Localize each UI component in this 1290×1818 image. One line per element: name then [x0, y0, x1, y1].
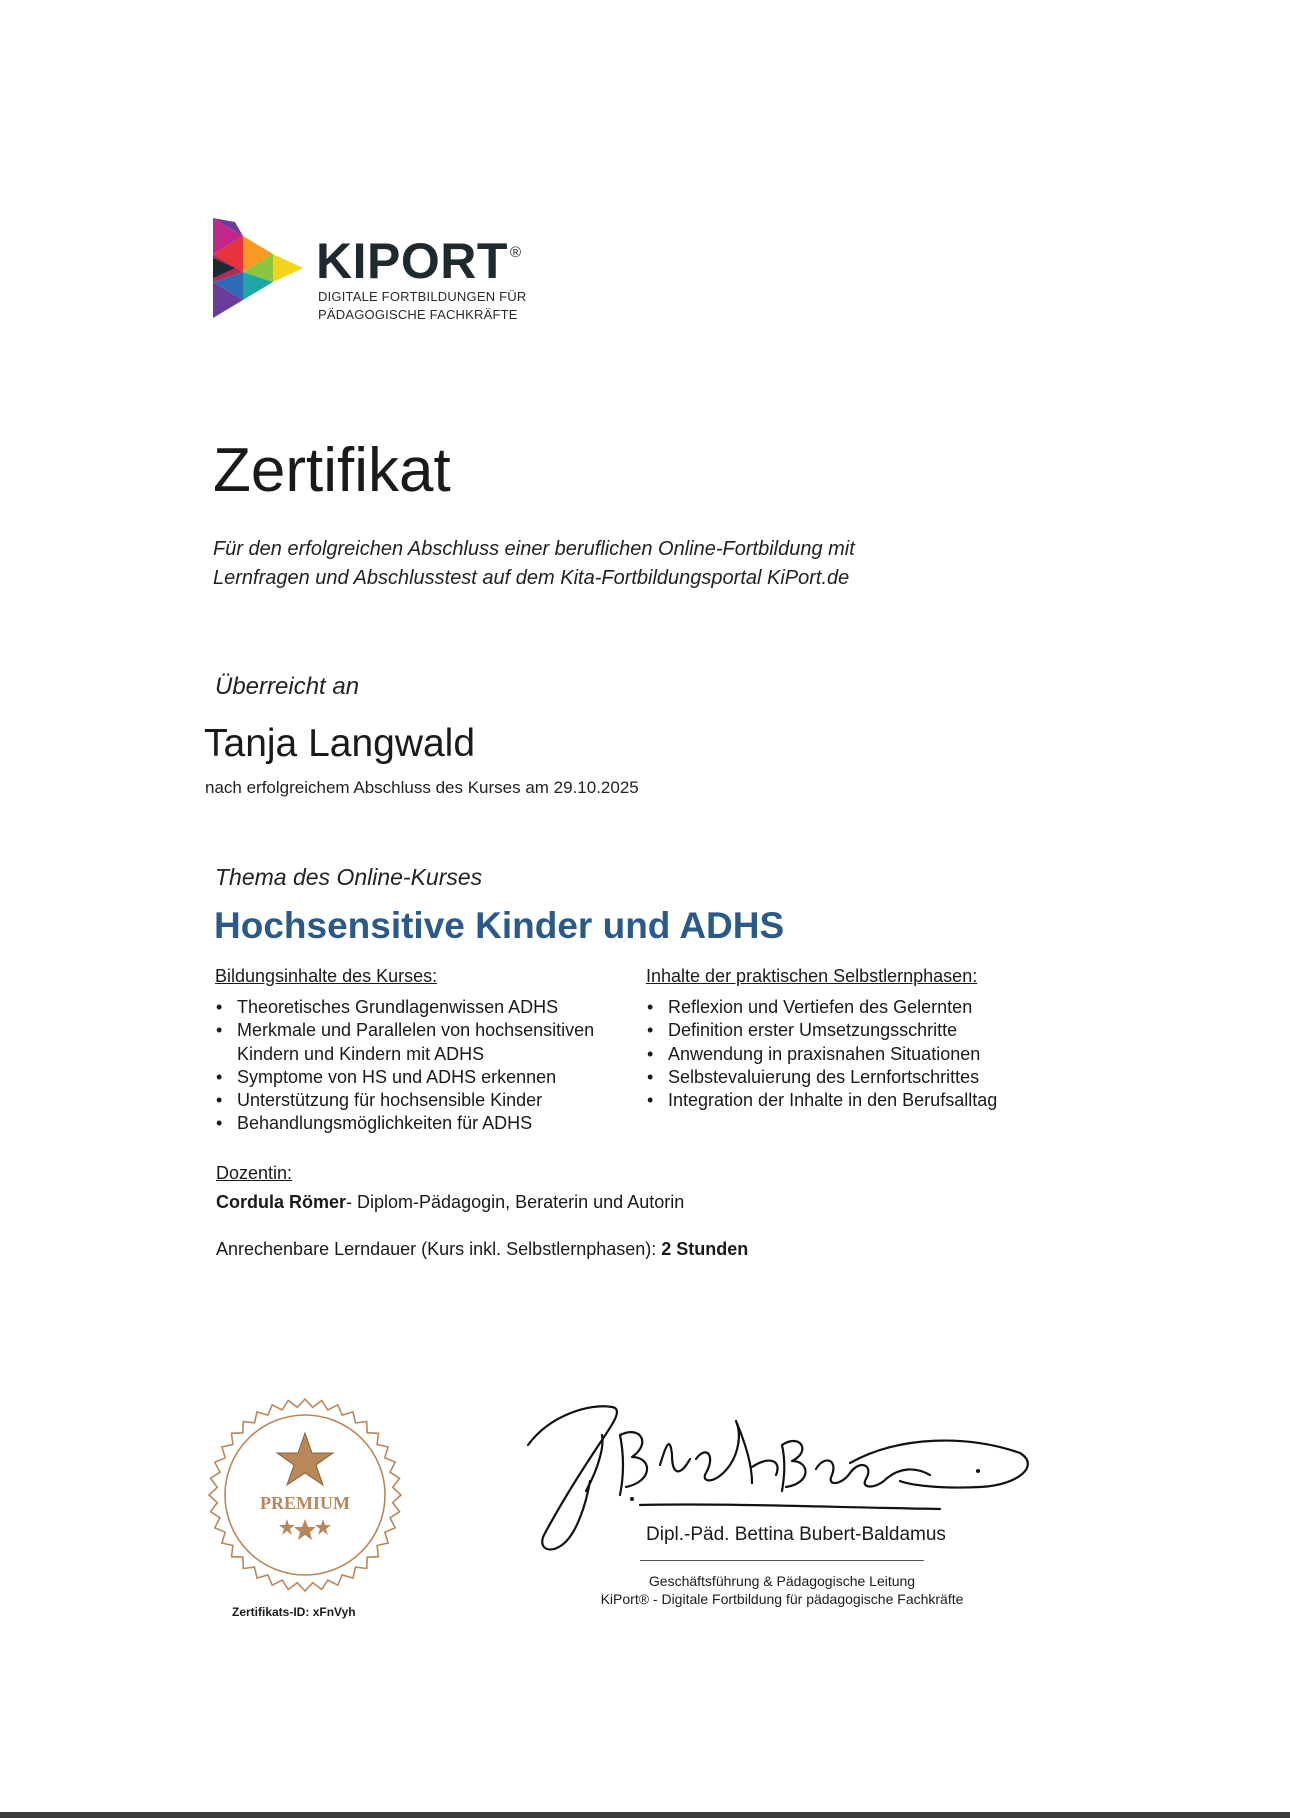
lecturer-heading: Dozentin: [216, 1163, 293, 1183]
awarded-to-label: Überreicht an [215, 673, 360, 700]
list-item: • Symptome von HS und ADHS erkennen [215, 1066, 635, 1089]
signatory-role-line2: KiPort® - Digitale Fortbildung für pädagogische Fachkräfte [600, 1591, 964, 1607]
signature-divider [640, 1560, 924, 1561]
lecturer-name: Cordula Römer [216, 1192, 347, 1212]
handwritten-signature [520, 1395, 1040, 1575]
completion-text: nach erfolgreichem Abschluss des Kurses am 29.10.2025 [205, 778, 639, 797]
premium-seal-icon [205, 1395, 405, 1595]
logo-tagline-line2: PÄDAGOGISCHE FACHKRÄFTE [318, 307, 518, 322]
duration-label: Anrechenbare Lerndauer (Kurs inkl. Selbstlernphasen): [216, 1239, 662, 1259]
self-study-contents-heading: Inhalte der praktischen Selbstlernphasen: [646, 966, 978, 986]
duration-line [216, 1239, 748, 1260]
certificate-id [232, 1605, 356, 1619]
list-item: • Anwendung in praxisnahen Situationen [646, 1043, 1066, 1066]
certificate-id-value: xFnVyh [312, 1605, 356, 1619]
course-topic-label: Thema des Online-Kurses [215, 864, 483, 890]
certificate-id-label: Zertifikats-ID: [232, 1605, 313, 1619]
lecturer-description: - Diplom-Pädagogin, Beraterin und Autorin [346, 1192, 685, 1212]
course-contents-list [215, 996, 635, 1136]
star-icon [277, 1433, 333, 1485]
intro-line-1: Für den erfolgreichen Abschluss einer beruflichen Online-Fortbildung mit [213, 538, 855, 560]
registered-mark: ® [510, 244, 522, 261]
seal-text: PREMIUM [260, 1493, 350, 1513]
list-item: • Selbstevaluierung des Lernfortschrittes [646, 1066, 1066, 1089]
certificate-title: Zertifikat [213, 436, 451, 505]
list-item: • Reflexion und Vertiefen des Gelernten [646, 996, 1066, 1019]
scan-edge-bar [0, 1812, 1290, 1818]
list-item: • Integration der Inhalte in den Berufsalltag [646, 1089, 1066, 1112]
list-item: • Definition erster Umsetzungsschritte [646, 1019, 1066, 1042]
lecturer-line [216, 1192, 684, 1213]
list-item: • Theoretisches Grundlagenwissen ADHS [215, 996, 635, 1019]
list-item: • Merkmale und Parallelen von hochsensitiven Kindern und Kindern mit ADHS [215, 1019, 635, 1066]
self-study-contents-list [646, 996, 1066, 1112]
small-star-icon [279, 1519, 295, 1535]
logo-wordmark: KIPORT [316, 233, 508, 289]
signatory-name: Dipl.-Päd. Bettina Bubert-Baldamus [646, 1524, 946, 1545]
kiport-logo-icon [213, 218, 303, 318]
list-item: • Behandlungsmöglichkeiten für ADHS [215, 1112, 635, 1135]
recipient-name: Tanja Langwald [204, 722, 476, 765]
duration-value: 2 Stunden [661, 1239, 749, 1259]
logo-tagline-line1: DIGITALE FORTBILDUNGEN FÜR [318, 289, 527, 304]
intro-line-2: Lernfragen und Abschlusstest auf dem Kita-Fortbildungsportal KiPort.de [213, 567, 850, 589]
course-contents-heading: Bildungsinhalte des Kurses: [215, 966, 438, 986]
signatory-role-line1: Geschäftsführung & Pädagogische Leitung [648, 1573, 916, 1589]
small-star-icon [315, 1519, 331, 1535]
small-star-icon [294, 1519, 316, 1540]
list-item: • Unterstützung für hochsensible Kinder [215, 1089, 635, 1112]
course-title: Hochsensitive Kinder und ADHS [214, 905, 785, 946]
